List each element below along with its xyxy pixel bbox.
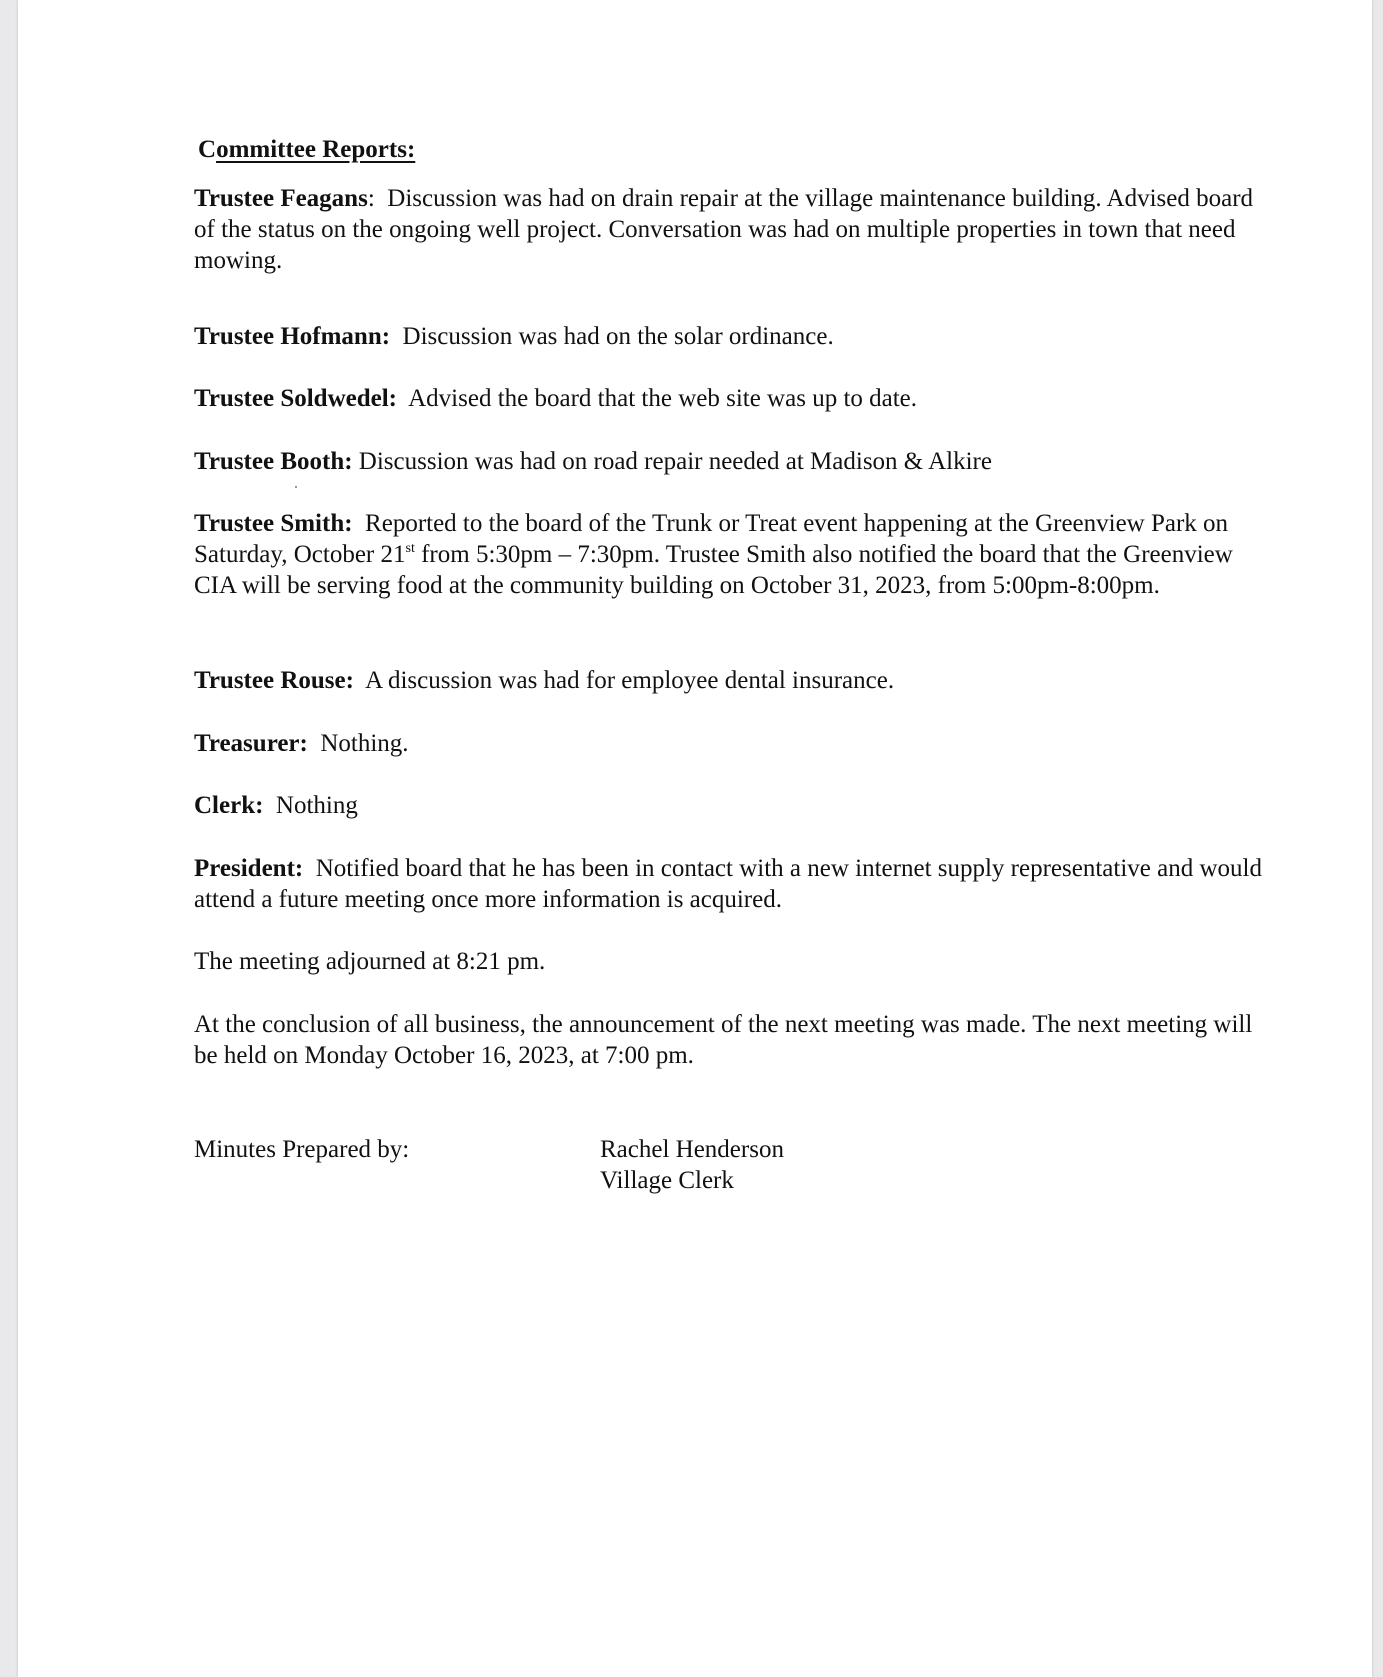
section-heading [198,134,415,165]
report-hofmann [194,321,1269,352]
signature-block [600,1134,784,1196]
document-page [18,0,1372,1677]
report-text: Discussion was had on the solar ordinance. [402,323,834,350]
report-text: Discussion was had on road repair needed at Madison & Alkire [358,448,992,475]
report-name: Trustee Hofmann: [194,323,391,350]
report-name: Trustee Feagans [194,185,368,212]
report-text: Reported to the board of the Trunk or Treat event happening at the Greenview Park on Saturday, October 21 [194,510,1229,568]
report-smith [194,508,1269,601]
heading-first-letter: C [198,136,217,163]
scan-speck [295,486,297,488]
signature-title: Village Clerk [600,1167,734,1194]
report-feagans: Trustee Feagans: Discussion was had on drain repair at the village maintenance building. Advised board of the status on the ongoing well project. Conversation was had on multiple properties in town that need mowing. [194,185,1254,274]
report-name: Trustee Smith: [194,510,353,537]
report-soldwedel [194,383,1269,414]
report-name: President: [194,855,304,882]
report-clerk [194,790,1269,821]
report-name: Trustee Rouse: [194,667,354,694]
report-name: Trustee Booth: [194,448,353,475]
report-president [194,853,1269,915]
adjourned-statement: The meeting adjourned at 8:21 pm. [194,948,546,975]
report-treasurer [194,728,1269,759]
heading-underlined-text: ommittee Reports: [216,136,416,163]
signature-name: Rachel Henderson [600,1136,784,1163]
report-name: Trustee Soldwedel: [194,385,397,412]
report-name: Treasurer: [194,730,308,757]
report-rouse [194,665,1269,696]
report-text: Advised the board that the web site was up to date. [408,385,918,412]
report-booth [194,446,1269,477]
ordinal-suffix: st [405,541,415,556]
report-name: Clerk: [194,792,264,819]
report-text: A discussion was had for employee dental insurance. [365,667,895,694]
report-text-continued: from 5:30pm – 7:30pm. Trustee Smith also notified the board that the Greenview CIA will be serving food at the community building on October 31, 2023, from 5:00pm-8:00pm. [194,541,1233,599]
signature-label: Minutes Prepared by: [194,1136,410,1163]
report-text: Discussion was had on drain repair at the village maintenance building. Advised board of the status on the ongoing well project. Conversation was had on multiple properties in town that need mowing. [194,185,1254,274]
report-text: Notified board that he has been in contact with a new internet supply representative and would attend a future meeting once more information is acquired. [194,855,1262,913]
next-meeting-statement: At the conclusion of all business, the announcement of the next meeting was made. The next meeting will be held on Monday October 16, 2023, at 7:00 pm. [194,1011,1253,1069]
report-text: Nothing. [320,730,409,757]
report-text: Nothing [275,792,358,819]
